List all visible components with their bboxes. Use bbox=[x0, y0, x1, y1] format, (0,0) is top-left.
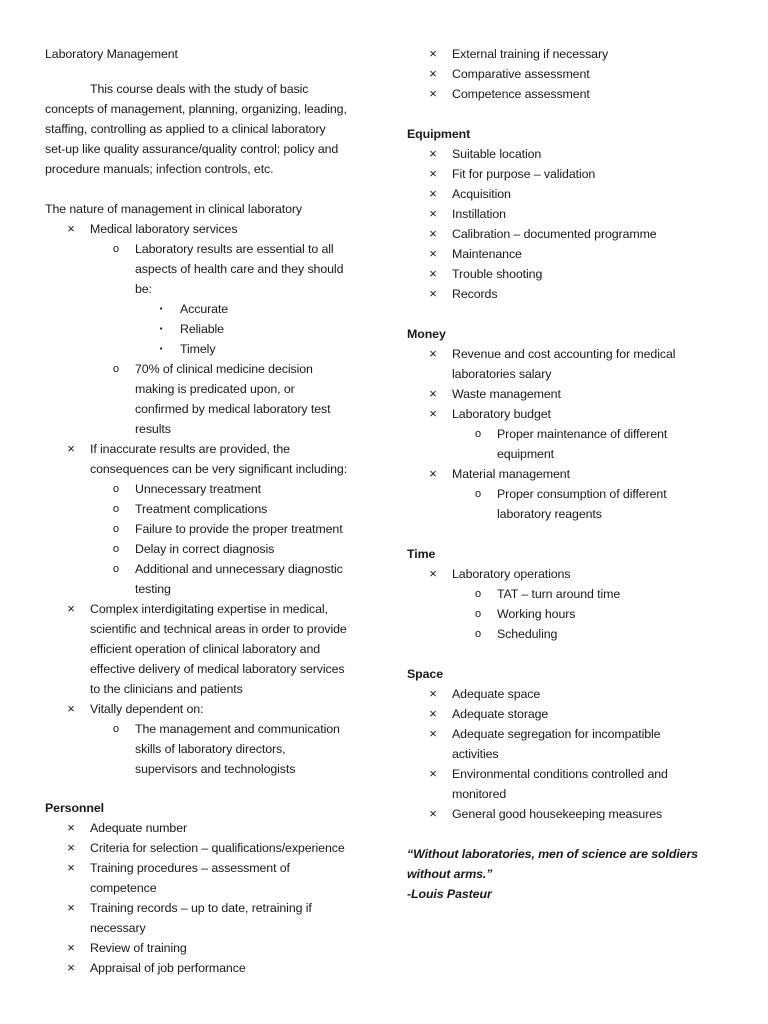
list-item: necessary bbox=[90, 921, 146, 935]
document-title: Laboratory Management bbox=[45, 47, 178, 61]
x-bullet-icon: × bbox=[67, 441, 75, 456]
list-item: The management and communication bbox=[135, 722, 340, 736]
list-item: consequences can be very significant including: bbox=[90, 462, 348, 476]
square-bullet-icon: ▪ bbox=[159, 324, 163, 333]
x-bullet-icon: × bbox=[429, 406, 437, 421]
section-heading: Personnel bbox=[45, 801, 105, 815]
x-bullet-icon: × bbox=[429, 226, 437, 241]
square-bullet-icon: ▪ bbox=[159, 344, 163, 353]
list-item: Accurate bbox=[180, 302, 229, 316]
x-bullet-icon: × bbox=[429, 46, 437, 61]
circle-bullet-icon: o bbox=[474, 588, 482, 600]
list-item: Proper maintenance of different bbox=[497, 427, 668, 441]
x-bullet-icon: × bbox=[67, 601, 75, 616]
list-item: Waste management bbox=[452, 387, 561, 401]
list-item: TAT – turn around time bbox=[497, 587, 621, 601]
list-item: Records bbox=[452, 287, 498, 301]
list-item: supervisors and technologists bbox=[135, 762, 296, 776]
list-item: Proper consumption of different bbox=[497, 487, 667, 501]
list-item: Laboratory operations bbox=[452, 567, 571, 581]
x-bullet-icon: × bbox=[429, 146, 437, 161]
x-bullet-icon: × bbox=[67, 840, 75, 855]
list-item: laboratory reagents bbox=[497, 507, 602, 521]
list-item: Revenue and cost accounting for medical bbox=[452, 347, 676, 361]
circle-bullet-icon: o bbox=[474, 488, 482, 500]
intro-line: This course deals with the study of basic bbox=[90, 82, 309, 96]
intro-line: procedure manuals; infection controls, etc. bbox=[45, 162, 274, 176]
list-item: Delay in correct diagnosis bbox=[135, 542, 275, 556]
x-bullet-icon: × bbox=[429, 766, 437, 781]
list-item: Adequate space bbox=[452, 687, 541, 701]
circle-bullet-icon: o bbox=[112, 563, 120, 575]
circle-bullet-icon: o bbox=[112, 523, 120, 535]
list-item: Medical laboratory services bbox=[90, 222, 238, 236]
x-bullet-icon: × bbox=[429, 206, 437, 221]
x-bullet-icon: × bbox=[67, 820, 75, 835]
circle-bullet-icon: o bbox=[112, 543, 120, 555]
section-heading: Space bbox=[407, 667, 444, 681]
list-item: Timely bbox=[180, 342, 216, 356]
quote-line: “Without laboratories, men of science are soldiers bbox=[407, 847, 698, 861]
list-item: results bbox=[135, 422, 171, 436]
list-item: Working hours bbox=[497, 607, 576, 621]
list-item: Environmental conditions controlled and bbox=[452, 767, 668, 781]
intro-line: concepts of management, planning, organizing, leading, bbox=[45, 102, 347, 116]
list-item: Fit for purpose – validation bbox=[452, 167, 596, 181]
section-heading: Time bbox=[407, 547, 436, 561]
list-item: Trouble shooting bbox=[452, 267, 543, 281]
list-item: Additional and unnecessary diagnostic bbox=[135, 562, 343, 576]
list-item: Failure to provide the proper treatment bbox=[135, 522, 343, 536]
x-bullet-icon: × bbox=[429, 246, 437, 261]
list-item: Suitable location bbox=[452, 147, 542, 161]
x-bullet-icon: × bbox=[429, 726, 437, 741]
list-item: Criteria for selection – qualifications/experience bbox=[90, 841, 345, 855]
list-item: Adequate segregation for incompatible bbox=[452, 727, 661, 741]
x-bullet-icon: × bbox=[429, 346, 437, 361]
x-bullet-icon: × bbox=[429, 66, 437, 81]
list-item: monitored bbox=[452, 787, 507, 801]
intro-line: set-up like quality assurance/quality control; policy and bbox=[45, 142, 339, 156]
x-bullet-icon: × bbox=[429, 186, 437, 201]
x-bullet-icon: × bbox=[67, 701, 75, 716]
list-item: Complex interdigitating expertise in medical, bbox=[90, 602, 328, 616]
section-heading: Equipment bbox=[407, 127, 471, 141]
list-item: Comparative assessment bbox=[452, 67, 590, 81]
x-bullet-icon: × bbox=[429, 466, 437, 481]
list-item: activities bbox=[452, 747, 499, 761]
x-bullet-icon: × bbox=[429, 706, 437, 721]
list-item: If inaccurate results are provided, the bbox=[90, 442, 290, 456]
list-item: be: bbox=[135, 282, 152, 296]
list-item: Adequate storage bbox=[452, 707, 549, 721]
list-item: confirmed by medical laboratory test bbox=[135, 402, 331, 416]
circle-bullet-icon: o bbox=[112, 243, 120, 255]
list-item: Adequate number bbox=[90, 821, 188, 835]
x-bullet-icon: × bbox=[429, 266, 437, 281]
list-item: Maintenance bbox=[452, 247, 522, 261]
intro-line: staffing, controlling as applied to a clinical laboratory bbox=[45, 122, 326, 136]
circle-bullet-icon: o bbox=[474, 628, 482, 640]
x-bullet-icon: × bbox=[67, 940, 75, 955]
list-item: effective delivery of medical laboratory services bbox=[90, 662, 345, 676]
circle-bullet-icon: o bbox=[474, 428, 482, 440]
x-bullet-icon: × bbox=[429, 386, 437, 401]
list-item: testing bbox=[135, 582, 171, 596]
list-item: Laboratory budget bbox=[452, 407, 551, 421]
list-item: equipment bbox=[497, 447, 554, 461]
list-item: Acquisition bbox=[452, 187, 511, 201]
list-item: 70% of clinical medicine decision bbox=[135, 362, 313, 376]
x-bullet-icon: × bbox=[67, 860, 75, 875]
list-item: skills of laboratory directors, bbox=[135, 742, 286, 756]
list-item: External training if necessary bbox=[452, 47, 609, 61]
x-bullet-icon: × bbox=[429, 166, 437, 181]
section-heading: Money bbox=[407, 327, 446, 341]
list-item: Training procedures – assessment of bbox=[90, 861, 290, 875]
x-bullet-icon: × bbox=[67, 960, 75, 975]
list-item: Reliable bbox=[180, 322, 224, 336]
list-item: Review of training bbox=[90, 941, 187, 955]
list-item: to the clinicians and patients bbox=[90, 682, 243, 696]
list-item: General good housekeeping measures bbox=[452, 807, 663, 821]
circle-bullet-icon: o bbox=[112, 483, 120, 495]
circle-bullet-icon: o bbox=[112, 723, 120, 735]
circle-bullet-icon: o bbox=[474, 608, 482, 620]
list-item: Competence assessment bbox=[452, 87, 590, 101]
list-item: Training records – up to date, retraining if bbox=[90, 901, 312, 915]
list-item: competence bbox=[90, 881, 157, 895]
list-item: laboratories salary bbox=[452, 367, 552, 381]
circle-bullet-icon: o bbox=[112, 363, 120, 375]
quote-line: without arms.” bbox=[407, 867, 493, 881]
x-bullet-icon: × bbox=[429, 806, 437, 821]
list-item: Calibration – documented programme bbox=[452, 227, 657, 241]
list-item: Appraisal of job performance bbox=[90, 961, 246, 975]
list-item: Laboratory results are essential to all bbox=[135, 242, 334, 256]
list-item: Material management bbox=[452, 467, 570, 481]
list-item: Unnecessary treatment bbox=[135, 482, 261, 496]
x-bullet-icon: × bbox=[67, 900, 75, 915]
x-bullet-icon: × bbox=[67, 221, 75, 236]
list-item: Instillation bbox=[452, 207, 506, 221]
x-bullet-icon: × bbox=[429, 86, 437, 101]
section-heading: The nature of management in clinical laboratory bbox=[45, 202, 303, 216]
list-item: making is predicated upon, or bbox=[135, 382, 295, 396]
x-bullet-icon: × bbox=[429, 566, 437, 581]
x-bullet-icon: × bbox=[429, 286, 437, 301]
list-item: Treatment complications bbox=[135, 502, 268, 516]
square-bullet-icon: ▪ bbox=[159, 304, 163, 313]
list-item: Scheduling bbox=[497, 627, 558, 641]
list-item: scientific and technical areas in order to provide bbox=[90, 622, 347, 636]
circle-bullet-icon: o bbox=[112, 503, 120, 515]
list-item: efficient operation of clinical laboratory and bbox=[90, 642, 321, 656]
quote-attribution: -Louis Pasteur bbox=[407, 887, 492, 901]
x-bullet-icon: × bbox=[429, 686, 437, 701]
list-item: Vitally dependent on: bbox=[90, 702, 204, 716]
list-item: aspects of health care and they should bbox=[135, 262, 344, 276]
